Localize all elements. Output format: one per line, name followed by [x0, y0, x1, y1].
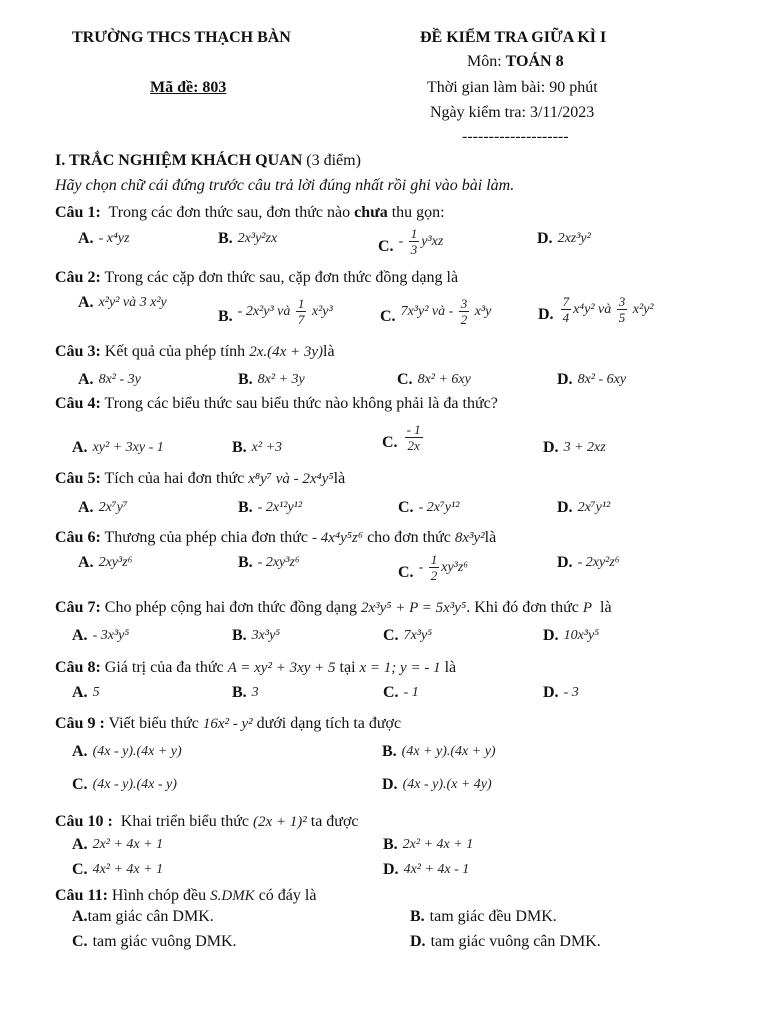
option-content: [404, 683, 419, 703]
option-letter: D.: [538, 306, 554, 323]
answer-text: tam giác vuông cân DMK.: [430, 933, 601, 950]
subject-name: TOÁN 8: [505, 53, 564, 70]
option-letter: D.: [410, 933, 426, 950]
option-content: [403, 835, 474, 855]
math-expression: 7x³y⁵: [403, 628, 433, 643]
option-content: [418, 370, 471, 390]
option-content: [558, 229, 591, 249]
answer-option-a: [72, 626, 129, 646]
math-expression: (2x + 1)²: [252, 814, 307, 830]
option-content: [93, 835, 164, 855]
math-expression: 5: [92, 685, 100, 700]
option-letter: D.: [383, 861, 399, 878]
stem-text: Trong các biểu thức sau biểu thức nào không phải là đa thức?: [100, 395, 498, 412]
question-number: Câu 9 :: [55, 715, 105, 732]
fraction-numerator: 3: [618, 294, 626, 309]
option-letter: C.: [397, 371, 413, 388]
stem-text: Trong các cặp đơn thức sau, cặp đơn thức đồng dạng là: [100, 269, 459, 286]
answer-option-a: [72, 742, 182, 762]
answer-option-b: [232, 438, 282, 458]
question-stem: [55, 267, 458, 289]
question-number: Câu 4:: [55, 395, 101, 412]
answer-option-a: [78, 553, 133, 573]
math-expression: - x⁴yz: [98, 231, 130, 246]
answer-option-d: [557, 553, 620, 573]
stem-text: tại: [335, 659, 360, 676]
option-letter: B.: [382, 743, 397, 760]
question-stem: [55, 657, 456, 679]
option-content: [578, 370, 627, 390]
stem-text: là: [440, 659, 457, 676]
math-expression: (4x - y).(4x - y): [92, 777, 177, 792]
exam-code: Mã đề: 803: [150, 79, 227, 96]
option-letter: B.: [383, 836, 398, 853]
option-content: [252, 683, 259, 703]
answer-option-a: [78, 498, 128, 518]
stem-text: là: [323, 343, 335, 360]
answer-option-c: [397, 370, 471, 390]
option-content: [258, 553, 300, 573]
option-letter: B.: [218, 308, 233, 325]
answer-option-a: [72, 835, 163, 855]
answer-option-b: [238, 553, 300, 573]
answer-option-c: [378, 226, 443, 257]
answer-option-c: [383, 683, 419, 703]
fraction-denominator: 4: [562, 310, 570, 325]
section-instruction: Hãy chọn chữ cái đứng trước câu trả lời đúng nhất rồi ghi vào bài làm.: [55, 177, 515, 194]
option-letter: B.: [410, 908, 425, 925]
math-expression: - 1: [403, 685, 419, 700]
math-expression: - 4x⁴y⁵z⁶: [312, 530, 364, 546]
option-content: [99, 498, 128, 518]
math-expression: S.DMK: [210, 888, 255, 904]
math-expression: A = xy² + 3xy + 5: [227, 660, 336, 676]
exam-duration: Thời gian làm bài: 90 phút: [427, 79, 598, 96]
math-expression: 16x² - y²: [202, 716, 253, 732]
option-content: [403, 422, 425, 453]
fraction: [409, 226, 420, 257]
emphasis-text: chưa: [354, 204, 388, 221]
question-stem: [55, 713, 401, 735]
question-number: Câu 6:: [55, 529, 101, 546]
answer-option-b: [238, 370, 305, 390]
section-heading: [55, 151, 361, 171]
math-expression: 2x.(4x + 3y): [249, 344, 324, 360]
math-expression: 2x⁷y⁷: [98, 500, 128, 515]
math-expression: 3: [251, 685, 259, 700]
math-expression: 2x³y⁵ + P = 5x³y⁵: [360, 600, 467, 616]
answer-option-d: [383, 860, 469, 880]
option-content: [258, 498, 302, 518]
option-letter: A.: [78, 371, 94, 388]
option-letter: C.: [383, 627, 399, 644]
question-number: Câu 10 :: [55, 813, 113, 830]
math-expression: x = 1; y = - 1: [359, 660, 441, 676]
question-number: Câu 2:: [55, 269, 101, 286]
option-content: [578, 498, 611, 518]
answer-option-a: [78, 370, 141, 390]
option-content: [401, 296, 492, 327]
math-expression: 8x² + 6xy: [417, 372, 471, 387]
answer-option-d: [557, 370, 626, 390]
option-content: [93, 860, 164, 880]
math-expression: - 3x³y⁵: [92, 628, 130, 643]
answer-option-c: [382, 422, 425, 453]
math-expression: 8x² - 6xy: [577, 372, 627, 387]
math-expression: 2x⁷y¹²: [577, 500, 611, 515]
math-expression: y³xz: [421, 233, 444, 249]
math-expression: (4x - y).(x + 4y): [402, 777, 492, 792]
math-expression: -: [398, 233, 407, 249]
option-content: [252, 438, 282, 458]
math-expression: - 2x¹²y¹²: [257, 500, 303, 515]
fraction-denominator: 2: [430, 568, 438, 583]
math-expression: x²y³: [308, 303, 333, 319]
option-content: [252, 626, 281, 646]
stem-text: Giá trị của đa thức: [100, 659, 228, 676]
option-letter: C.: [380, 308, 396, 325]
answer-option-a: [78, 229, 129, 249]
math-expression: 8x² + 3y: [257, 372, 305, 387]
option-letter: A.: [72, 684, 88, 701]
math-expression: 8x² - 3y: [98, 372, 141, 387]
answer-option-c: [383, 626, 432, 646]
math-expression: x²y²: [629, 301, 654, 317]
fraction-numerator: 1: [410, 226, 418, 241]
option-content: [578, 553, 620, 573]
fraction: [405, 422, 423, 453]
math-expression: xy³z⁶: [441, 559, 469, 575]
option-letter: C.: [72, 776, 88, 793]
stem-text: Kết quả của phép tính: [100, 343, 250, 360]
answer-option-a: [72, 907, 214, 927]
option-letter: D.: [543, 684, 559, 701]
section-points: (3 điểm): [302, 152, 361, 169]
option-letter: D.: [557, 371, 573, 388]
answer-option-a: [72, 438, 164, 458]
option-content: [238, 296, 333, 327]
math-expression: - 3: [563, 685, 579, 700]
answer-option-d: [543, 626, 599, 646]
answer-option-a: [72, 683, 100, 703]
stem-text: ta được: [306, 813, 359, 830]
answer-option-d: [538, 294, 654, 325]
question-stem: [55, 202, 445, 224]
stem-text: Tích của hai đơn thức: [100, 470, 249, 487]
option-content: [419, 498, 460, 518]
question-number: Câu 11:: [55, 887, 108, 904]
option-letter: B.: [238, 371, 253, 388]
option-letter: A.: [72, 439, 88, 456]
option-letter: A.: [78, 499, 94, 516]
option-letter: D.: [557, 499, 573, 516]
math-expression: P: [582, 600, 593, 616]
math-expression: - 2x⁷y¹²: [418, 500, 460, 515]
option-letter: C.: [72, 933, 88, 950]
option-letter: B.: [232, 627, 247, 644]
answer-option-b: [383, 835, 473, 855]
option-letter: C.: [398, 499, 414, 516]
stem-text: thu gọn:: [387, 204, 445, 221]
stem-text: là: [592, 599, 612, 616]
option-content: [564, 683, 579, 703]
answer-option-b: [232, 683, 259, 703]
option-content: [93, 742, 182, 762]
fraction: [459, 296, 470, 327]
math-expression: 2x² + 4x + 1: [92, 837, 164, 852]
answer-option-b: [218, 296, 333, 327]
answer-option-b: [238, 498, 302, 518]
answer-text: tam giác cân DMK.: [87, 908, 214, 925]
math-expression: 3x³y⁵: [251, 628, 281, 643]
option-letter: A.: [78, 230, 94, 247]
answer-text: tam giác đều DMK.: [429, 908, 557, 925]
question-stem: [55, 393, 498, 415]
option-letter: C.: [383, 684, 399, 701]
stem-text: Trong các đơn thức sau, đơn thức nào: [100, 204, 355, 221]
fraction-denominator: 2x: [407, 438, 420, 453]
math-expression: 2x³y²zx: [237, 231, 278, 246]
fraction: [296, 296, 307, 327]
option-letter: B.: [232, 684, 247, 701]
answer-text: tam giác vuông DMK.: [92, 933, 237, 950]
option-content: [564, 438, 606, 458]
math-expression: 2xz³y²: [557, 231, 591, 246]
math-expression: 7x³y² và -: [400, 303, 457, 319]
math-expression: 8x³y²: [454, 530, 485, 546]
math-expression: xy² + 3xy - 1: [92, 440, 164, 455]
option-content: [402, 742, 496, 762]
stem-text: có đáy là: [254, 887, 317, 904]
option-content: [93, 626, 130, 646]
option-letter: B.: [238, 499, 253, 516]
answer-option-d: [543, 683, 579, 703]
answer-option-d: [537, 229, 591, 249]
answer-option-c: [72, 860, 163, 880]
math-expression: - 2x²y³ và: [237, 303, 294, 319]
fraction-numerator: 1: [297, 296, 305, 311]
exam-title: ĐỀ KIỂM TRA GIỮA KÌ I: [420, 29, 607, 46]
option-letter: B.: [218, 230, 233, 247]
option-content: [93, 932, 237, 952]
math-expression: x² +3: [251, 440, 283, 455]
option-letter: A.: [78, 294, 94, 311]
answer-option-d: [557, 498, 610, 518]
math-expression: - 2xy³z⁶: [257, 555, 300, 570]
option-letter: A.: [72, 743, 88, 760]
option-content: [559, 294, 654, 325]
question-stem: [55, 597, 612, 619]
answer-option-b: [382, 742, 496, 762]
subject-line: [467, 52, 564, 72]
math-expression: 4x² + 4x + 1: [92, 862, 164, 877]
math-expression: 2x² + 4x + 1: [402, 837, 474, 852]
question-number: Câu 7:: [55, 599, 101, 616]
option-content: [404, 626, 433, 646]
stem-text: là: [333, 470, 346, 487]
section-title: I. TRẮC NGHIỆM KHÁCH QUAN: [55, 152, 303, 169]
math-expression: 10x³y⁵: [563, 628, 600, 643]
fraction: [617, 294, 628, 325]
answer-option-a: [78, 293, 167, 313]
math-expression: -: [418, 559, 427, 575]
option-content: [93, 438, 164, 458]
question-stem: [55, 811, 359, 833]
stem-text: . Khi đó đơn thức: [466, 599, 583, 616]
fraction: [561, 294, 572, 325]
fraction-numerator: 7: [562, 294, 570, 309]
option-content: [93, 683, 100, 703]
fraction-denominator: 5: [618, 310, 626, 325]
option-letter: A.: [72, 627, 88, 644]
answer-option-d: [543, 438, 606, 458]
math-expression: 3 + 2xz: [563, 440, 606, 455]
math-expression: x³y: [471, 303, 492, 319]
math-expression: 2xy³z⁶: [98, 555, 133, 570]
option-letter: A.: [72, 836, 88, 853]
question-number: Câu 8:: [55, 659, 101, 676]
math-expression: x²y² và 3 x²y: [98, 295, 167, 310]
math-expression: (4x + y).(4x + y): [401, 744, 496, 759]
answer-option-d: [410, 932, 601, 952]
option-letter: B.: [232, 439, 247, 456]
question-stem: [55, 527, 496, 549]
stem-text: Hình chóp đều: [107, 887, 211, 904]
question-stem: [55, 468, 345, 490]
option-content: [399, 226, 444, 257]
question-number: Câu 1:: [55, 204, 101, 221]
fraction-denominator: 2: [460, 312, 468, 327]
option-content: [564, 626, 600, 646]
question-stem: [55, 341, 335, 363]
answer-option-c: [72, 932, 237, 952]
answer-option-b: [410, 907, 557, 927]
answer-option-b: [218, 229, 277, 249]
fraction: [429, 552, 440, 583]
answer-option-c: [72, 775, 177, 795]
stem-text: Cho phép cộng hai đơn thức đồng dạng: [100, 599, 361, 616]
stem-text: là: [484, 529, 497, 546]
option-content: [430, 907, 557, 927]
math-expression: (4x - y).(4x + y): [92, 744, 182, 759]
option-content: [99, 553, 133, 573]
fraction-denominator: 3: [410, 242, 418, 257]
answer-option-c: [380, 296, 491, 327]
option-letter: D.: [537, 230, 553, 247]
option-content: [258, 370, 305, 390]
option-content: [99, 293, 167, 313]
header-divider: --------------------: [462, 128, 569, 145]
option-letter: D.: [557, 554, 573, 571]
stem-text: cho đơn thức: [363, 529, 455, 546]
school-name: TRƯỜNG THCS THẠCH BÀN: [72, 29, 291, 46]
option-content: [403, 775, 492, 795]
question-number: Câu 3:: [55, 343, 101, 360]
exam-date: Ngày kiểm tra: 3/11/2023: [430, 104, 595, 121]
answer-option-b: [232, 626, 280, 646]
question-number: Câu 5:: [55, 470, 101, 487]
answer-option-d: [382, 775, 492, 795]
stem-text: Thương của phép chia đơn thức: [100, 529, 313, 546]
stem-text: Khai triển biểu thức: [112, 813, 253, 830]
option-letter: C.: [378, 238, 394, 255]
option-content: [404, 860, 470, 880]
option-letter: A.: [72, 908, 88, 925]
stem-text: dưới dạng tích ta được: [252, 715, 402, 732]
question-stem: [55, 885, 316, 907]
math-expression: x⁸y⁷ và - 2x⁴y⁵: [248, 471, 334, 487]
option-content: [88, 907, 214, 927]
math-expression: - 2xy²z⁶: [577, 555, 620, 570]
option-content: [99, 229, 130, 249]
answer-option-c: [398, 552, 468, 583]
answer-option-c: [398, 498, 459, 518]
fraction-numerator: 3: [460, 296, 468, 311]
option-letter: D.: [543, 627, 559, 644]
option-letter: C.: [382, 434, 398, 451]
option-content: [431, 932, 601, 952]
option-letter: C.: [72, 861, 88, 878]
option-content: [419, 552, 469, 583]
math-expression: x⁴y² và: [573, 301, 615, 317]
option-letter: B.: [238, 554, 253, 571]
option-letter: C.: [398, 564, 414, 581]
math-expression: 4x² + 4x - 1: [403, 862, 470, 877]
option-letter: D.: [543, 439, 559, 456]
subject-label: Môn:: [467, 53, 506, 70]
option-content: [93, 775, 177, 795]
fraction-numerator: - 1: [406, 422, 421, 437]
option-content: [238, 229, 277, 249]
fraction-denominator: 7: [297, 312, 305, 327]
stem-text: Viết biểu thức: [104, 715, 203, 732]
fraction-numerator: 1: [430, 552, 438, 567]
option-letter: D.: [382, 776, 398, 793]
option-content: [99, 370, 141, 390]
option-letter: A.: [78, 554, 94, 571]
